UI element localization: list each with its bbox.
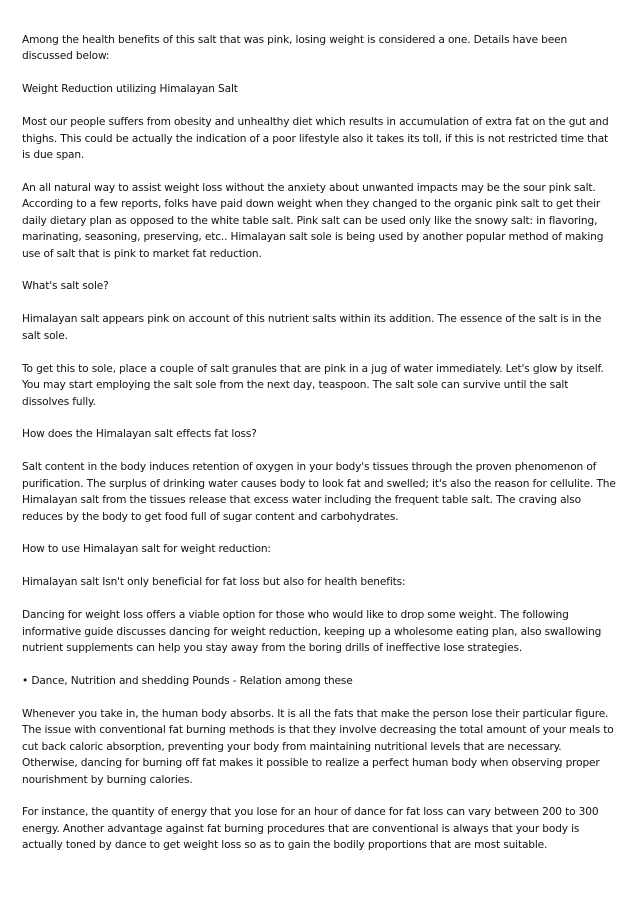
natural-way-paragraph: An all natural way to assist weight loss without the anxiety about unwanted impacts may be the sour pink salt. According to a few reports, folks have paid down weight when they changed to the organic pink salt to get their daily dietary plan as opposed to the white table salt. Pink salt can be used only like the snowy salt: in flavoring, marinating, seasoning, preserving, etc.. Himalayan salt sole is being used by another popular method of making use of salt that is pink to market fat reduction.	[22, 181, 604, 260]
dancing-paragraph: Dancing for weight loss offers a viable option for those who would like to drop some weight. The following informative guide discusses dancing for weight reduction, keeping up a wholesome eating plan, also swallowing nutrient supplements can help you stay away from the boring drills of ineffective lose strategies.	[22, 609, 602, 655]
salt-sole-paragraph: Himalayan salt appears pink on account of this nutrient salts within its addition. The essence of the salt is in the salt sole.	[22, 313, 602, 342]
health-benefits-paragraph: Himalayan salt Isn't only beneficial for fat loss but also for health benefits:	[22, 576, 406, 589]
intro-paragraph: Among the health benefits of this salt that was pink, losing weight is considered a one. Details have been discussed below:	[22, 34, 568, 63]
making-sole-paragraph: To get this to sole, place a couple of salt granules that are pink in a jug of water immediately. Let's glow by itself. You may start employing the salt sole from the next day, teaspoon. The salt sole can survive until the salt dissolves fully.	[22, 362, 604, 408]
obesity-paragraph: Most our people suffers from obesity and unhealthy diet which results in accumulation of extra fat on the gut and thighs. This could be actually the indication of a poor lifestyle also it takes its toll, if this is not restricted time that is due span.	[22, 116, 609, 162]
section-heading-how-to-use: How to use Himalayan salt for weight reduction:	[22, 543, 271, 556]
document-page	[22, 32, 618, 870]
salt-content-paragraph: Salt content in the body induces retention of oxygen in your body's tissues through the proven phenomenon of purification. The surplus of drinking water causes body to look fat and swelled; it's also the reason for cellulite. The Himalayan salt from the tissues release that excess water including the frequent table salt. The craving also reduces by the body to get food full of sugar content and carbohydrates.	[22, 461, 616, 523]
bullet-dance-nutrition: • Dance, Nutrition and shedding Pounds - Relation among these	[22, 674, 353, 687]
section-heading-weight-reduction: Weight Reduction utilizing Himalayan Salt	[22, 83, 238, 96]
section-heading-fat-loss: How does the Himalayan salt effects fat loss?	[22, 428, 257, 441]
body-absorbs-paragraph: Whenever you take in, the human body absorbs. It is all the fats that make the person lose their particular figure. The issue with conventional fat burning methods is that they involve decreasing the total amount of your meals to cut back caloric absorption, preventing your body from maintaining nutritional levels that are necessary. Otherwise, dancing for burning off fat makes it possible to realize a perfect human body when observing proper nourishment by burning calories.	[22, 707, 614, 786]
energy-paragraph: For instance, the quantity of energy that you lose for an hour of dance for fat loss can vary between 200 to 300 energy. Another advantage against fat burning procedures that are conventional is always that your body is actually toned by dance to get weight loss so as to gain the bodily proportions that are most suitable.	[22, 806, 599, 852]
section-heading-salt-sole: What's salt sole?	[22, 280, 109, 293]
